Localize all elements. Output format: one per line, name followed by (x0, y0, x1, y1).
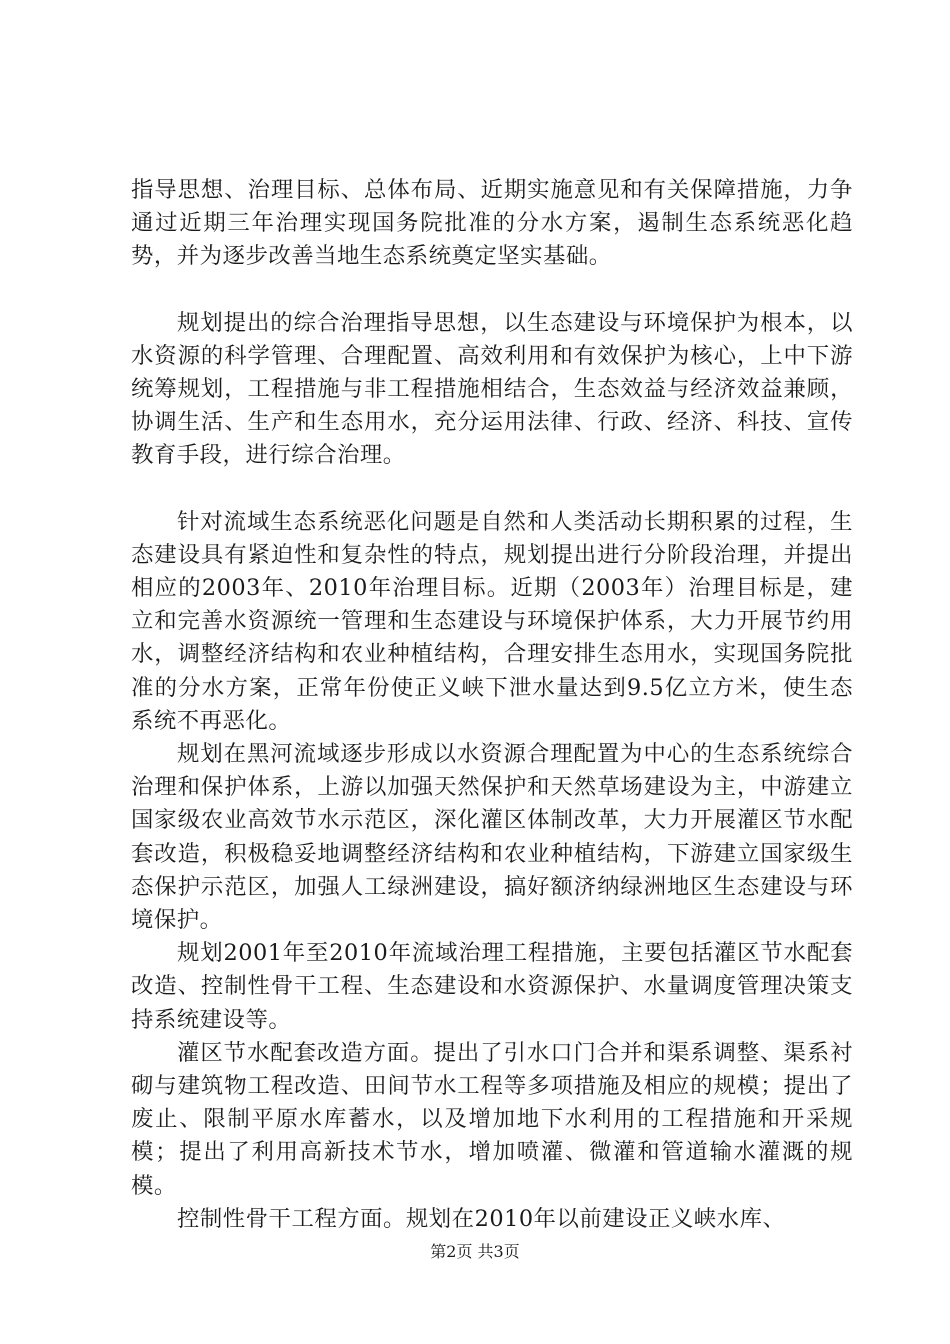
paragraph-1: 指导思想、治理目标、总体布局、近期实施意见和有关保障措施，力争通过近期三年治理实现国务院批准的分水方案，遏制生态系统恶化趋势，并为逐步改善当地生态系统奠定坚实基础。 (131, 177, 853, 270)
paragraph-3: 针对流域生态系统恶化问题是自然和人类活动长期积累的过程，生态建设具有紧迫性和复杂性的特点，规划提出进行分阶段治理，并提出相应的2003年、2010年治理目标。近期（2003年）治理目标是，建立和完善水资源统一管理和生态建设与环境保护体系，大力开展节约用水，调整经济结构和农业种植结构，合理安排生态用水，实现国务院批准的分水方案，正常年份使正义峡下泄水量达到9.5亿立方米，使生态系统不再恶化。 (131, 508, 853, 734)
paragraph-5: 规划2001年至2010年流域治理工程措施，主要包括灌区节水配套改造、控制性骨干工程、生态建设和水资源保护、水量调度管理决策支持系统建设等。 (131, 940, 853, 1033)
paragraph-6: 灌区节水配套改造方面。提出了引水口门合并和渠系调整、渠系衬砌与建筑物工程改造、田间节水工程等多项措施及相应的规模；提出了废止、限制平原水库蓄水，以及增加地下水利用的工程措施和开采规模；提出了利用高新技术节水，增加喷灌、微灌和管道输水灌溉的规模。 (131, 1039, 853, 1199)
paragraph-7: 控制性骨干工程方面。规划在2010年以前建设正义峡水库、 (177, 1205, 786, 1232)
paragraph-4: 规划在黑河流域逐步形成以水资源合理配置为中心的生态系统综合治理和保护体系，上游以加强天然保护和天然草场建设为主，中游建立国家级农业高效节水示范区，深化灌区体制改革，大力开展灌区节水配套改造，积极稳妥地调整经济结构和农业种植结构，下游建立国家级生态保护示范区，加强人工绿洲建设，搞好额济纳绿洲地区生态建设与环境保护。 (131, 741, 853, 934)
page-number-label: 第2页 共3页 (430, 1242, 520, 1261)
page-footer (0, 1242, 950, 1262)
document-body (131, 174, 853, 1236)
paragraph-2: 规划提出的综合治理指导思想，以生态建设与环境保护为根本，以水资源的科学管理、合理配置、高效利用和有效保护为核心，上中下游统筹规划，工程措施与非工程措施相结合，生态效益与经济效益兼顾，协调生活、生产和生态用水，充分运用法律、行政、经济、科技、宣传教育手段，进行综合治理。 (131, 309, 853, 469)
